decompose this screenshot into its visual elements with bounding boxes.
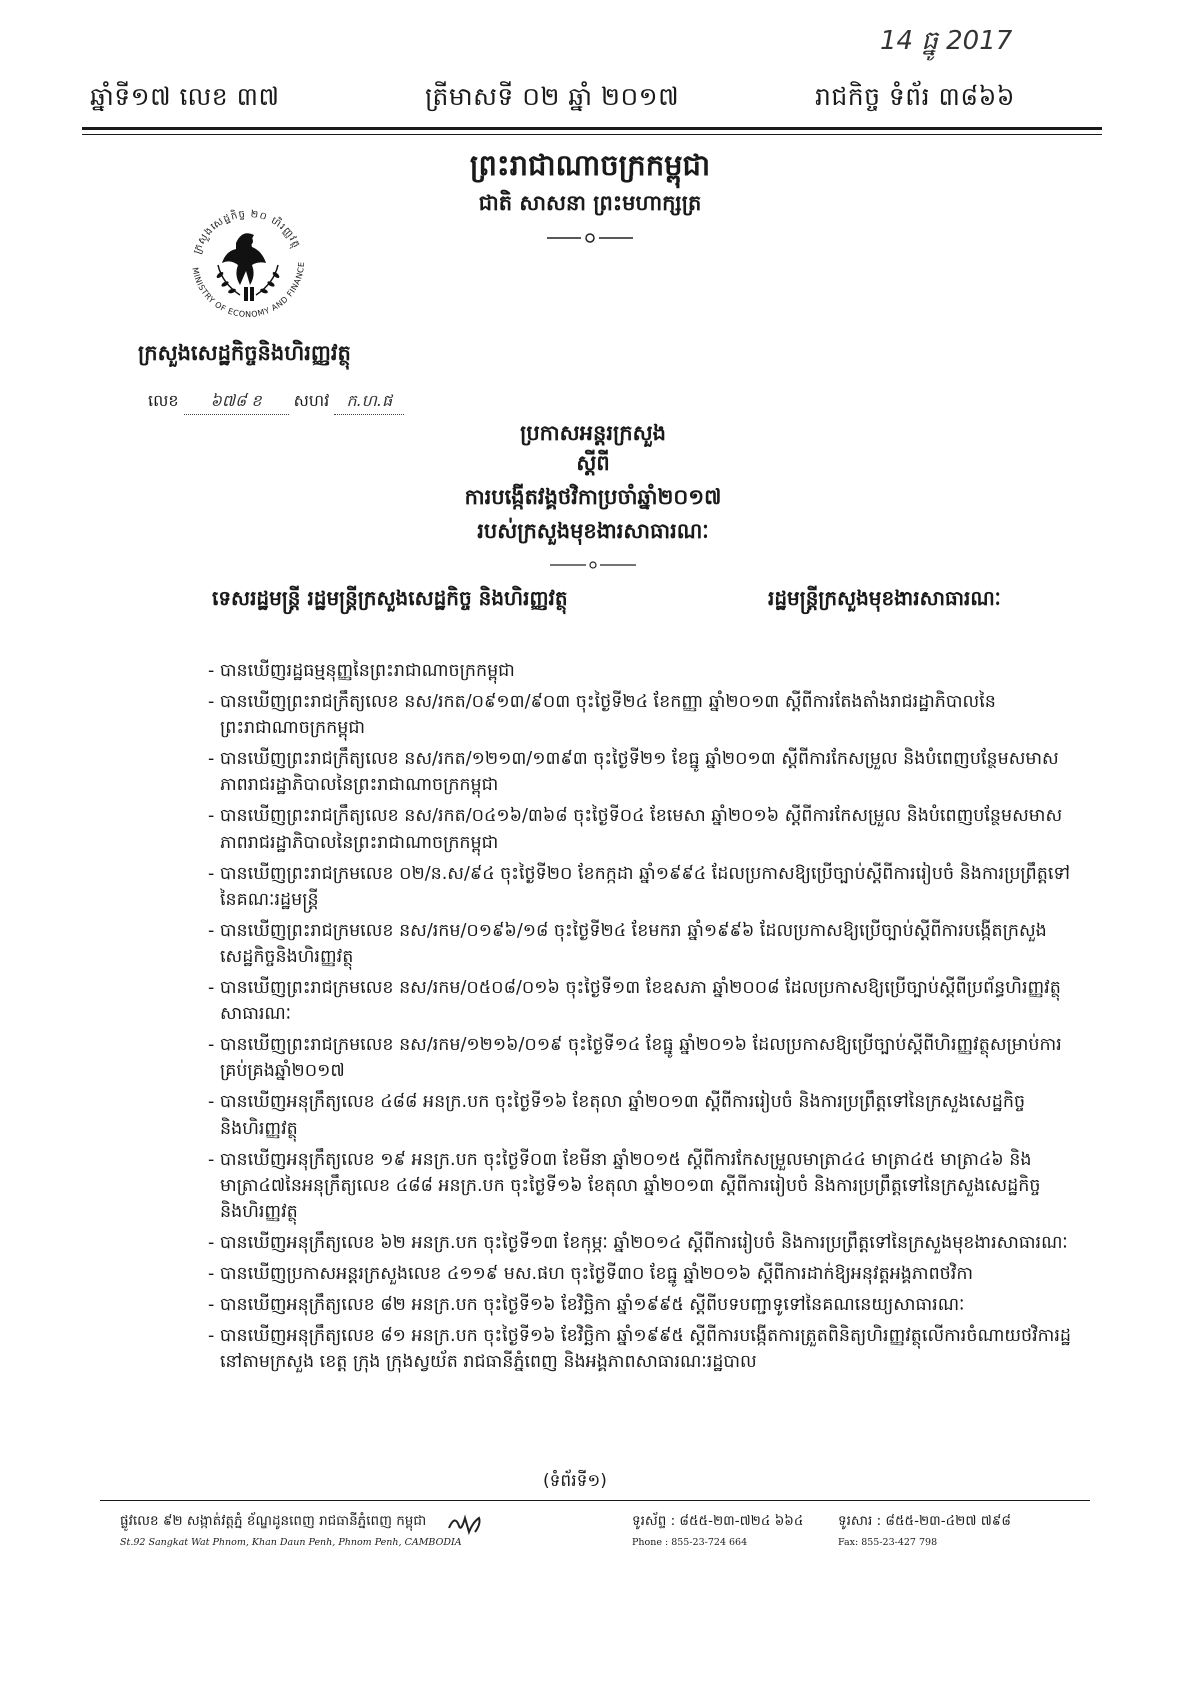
title-line-1: ប្រកាសអន្តរក្រសួង <box>520 421 666 445</box>
list-item: - បានឃើញព្រះរាជក្រមលេខ នស/រកម/១២១៦/០១៩ ចុះថ្ងៃទី១៤ ខែធ្នូ ឆ្នាំ២០១៦ ដែលប្រកាសឱ្យប្រើច្បាប់ស្តីពីហិរញ្ញវត្ថុសម្រាប់ការគ្រប់គ្រងឆ្នាំ២០១៧ <box>208 1035 1062 1082</box>
list-item: - បានឃើញព្រះរាជក្រមលេខ នស/រកម/០១៩៦/១៨ ចុះថ្ងៃទី២៤ ខែមករា ឆ្នាំ១៩៩៦ ដែលប្រកាសឱ្យប្រើច្បាប់ស្តីពីការបង្កើតក្រសួងសេដ្ឋកិច្ចនិងហិរញ្ញវត្ថុ <box>208 920 1047 967</box>
reference-number-label: លេខ <box>148 391 179 410</box>
gazette-page-ref: រាជកិច្ច ទំព័រ ៣៨៦៦ <box>815 82 1016 111</box>
reference-line <box>148 390 413 415</box>
ministry-seal-emblem <box>178 195 318 335</box>
motto-ornament <box>545 232 635 244</box>
footer-address-km: ផ្លូវលេខ ៩២ សង្កាត់វត្តភ្នំ ខ័ណ្ឌដូនពេញ រាជធានីភ្នំពេញ កម្ពុជា <box>120 1513 427 1529</box>
national-motto: ជាតិ សាសនា ព្រះមហាក្សត្រ <box>478 191 702 215</box>
list-item: - បានឃើញអនុក្រឹត្យលេខ ១៩ អនក្រ.បក ចុះថ្ងៃទី០៣ ខែមីនា ឆ្នាំ២០១៥ ស្តីពីការកែសម្រួលមាត្រា៤៤ មាត្រា៤៥ មាត្រា៤៦ និងមាត្រា៤៧នៃអនុក្រឹត្យលេខ ៤៨៨ អនក្រ.បក ចុះថ្ងៃទី១៦ ខែតុលា ឆ្នាំ២០១៣ ស្តីពីការរៀបចំ និងការប្រព្រឹត្តទៅនៃក្រសួងសេដ្ឋកិច្ចនិងហិរញ្ញវត្ថុ <box>208 1149 1041 1222</box>
list-item: - បានឃើញប្រកាសអន្តរក្រសួងលេខ ៤១១៩ មស.ផហ ចុះថ្ងៃទី៣០ ខែធ្នូ ឆ្នាំ២០១៦ ស្តីពីការដាក់ឱ្យអនុវត្តអង្គភាពថវិកា <box>208 1263 974 1284</box>
lead-signatory-right: រដ្ឋមន្ត្រីក្រសួងមុខងារសាធារណៈ <box>768 586 1001 610</box>
reference-list <box>208 658 1078 1380</box>
list-item: - បានឃើញរដ្ឋធម្មនុញ្ញនៃព្រះរាជាណាចក្រកម្ពុជា <box>208 661 515 681</box>
header-rule-thin <box>82 134 1102 135</box>
list-item: - បានឃើញព្រះរាជក្រឹត្យលេខ នស/រកត/០៩១៣/៩០៣ ចុះថ្ងៃទី២៤ ខែកញ្ញា ឆ្នាំ២០១៣ ស្តីពីការតែងតាំងរាជរដ្ឋាភិបាលនៃព្រះរាជាណាចក្រកម្ពុជា <box>208 692 996 739</box>
footer-fax-km: ទូរសារ : ៨៥៥-២៣-៤២៧ ៧៩៨ <box>838 1513 1011 1529</box>
header-rule-thick <box>82 127 1102 130</box>
footer-address-en: St.92 Sangkat Wat Phnom, Khan Daun Penh, Phnom Penh, CAMBODIA <box>120 1537 462 1548</box>
reference-signed-value: ក.ហ.ផ <box>334 390 404 415</box>
footer-phone-km: ទូរស័ព្ទ : ៨៥៥-២៣-៧២៤ ៦៦៤ <box>632 1513 804 1529</box>
reference-signed-label: សហវ <box>293 391 330 410</box>
title-line-3: ការបង្កើតវង្គថវិកាប្រចាំឆ្នាំ២០១៧ <box>464 485 722 509</box>
handwritten-date: 14 ធ្នូ 2017 <box>880 26 1013 56</box>
list-item: - បានឃើញព្រះរាជក្រឹត្យលេខ នស/រកត/០៤១៦/៣៦៨ ចុះថ្ងៃទី០៤ ខែមេសា ឆ្នាំ២០១៦ ស្តីពីការកែសម្រួល និងបំពេញបន្ថែមសមាសភាពរាជរដ្ឋាភិបាលនៃព្រះរាជាណាចក្រកម្ពុជា <box>208 806 1063 853</box>
list-item: - បានឃើញអនុក្រឹត្យលេខ ៨២ អនក្រ.បក ចុះថ្ងៃទី១៦ ខែវិច្ឆិកា ឆ្នាំ១៩៩៥ ស្តីពីបទបញ្ជាទូទៅនៃគណនេយ្យសាធារណៈ <box>208 1295 965 1316</box>
initials-signature <box>445 1508 491 1536</box>
list-item: - បានឃើញព្រះរាជក្រឹត្យលេខ នស/រកត/១២១៣/១៣៩៣ ចុះថ្ងៃទី២១ ខែធ្នូ ឆ្នាំ២០១៣ ស្តីពីការកែសម្រួល និងបំពេញបន្ថែមសមាសភាពរាជរដ្ឋាភិបាលនៃព្រះរាជាណាចក្រកម្ពុជា <box>208 749 1059 796</box>
footer-rule <box>100 1500 1090 1501</box>
svg-text:MINISTRY OF ECONOMY AND FINANC: MINISTRY OF ECONOMY AND FINANCE <box>190 261 307 320</box>
footer-phone-en: Phone : 855-23-724 664 <box>632 1537 748 1548</box>
gazette-quarter: ត្រីមាសទី ០២ ឆ្នាំ ២០១៧ <box>425 82 680 111</box>
list-item: - បានឃើញព្រះរាជក្រមលេខ ០២/ន.ស/៩៤ ចុះថ្ងៃទី២០ ខែកក្កដា ឆ្នាំ១៩៩៤ ដែលប្រកាសឱ្យប្រើច្បាប់ស្តីពីការរៀបចំ និងការប្រព្រឹត្តទៅនៃគណៈរដ្ឋមន្ត្រី <box>208 863 1071 910</box>
gazette-year-number: ឆ្នាំទី១៧ លេខ ៣៧ <box>90 82 280 111</box>
kingdom-title: ព្រះរាជាណាចក្រកម្ពុជា <box>469 148 711 182</box>
page-number: (ទំព័រទី១) <box>543 1471 607 1491</box>
title-ornament <box>548 560 638 570</box>
list-item: - បានឃើញព្រះរាជក្រមលេខ នស/រកម/០៥០៨/០១៦ ចុះថ្ងៃទី១៣ ខែឧសភា ឆ្នាំ២០០៨ ដែលប្រកាសឱ្យប្រើច្បាប់ស្តីពីប្រព័ន្ធហិរញ្ញវត្ថុសាធារណៈ <box>208 978 1061 1025</box>
footer-fax-en: Fax: 855-23-427 798 <box>838 1537 938 1548</box>
title-line-4: របស់ក្រសួងមុខងារសាធារណៈ <box>477 519 709 543</box>
title-line-2: ស្តីពី <box>576 451 610 475</box>
list-item: - បានឃើញអនុក្រឹត្យលេខ ៤៨៨ អនក្រ.បក ចុះថ្ងៃទី១៦ ខែតុលា ឆ្នាំ២០១៣ ស្តីពីការរៀបចំ និងការប្រព្រឹត្តទៅនៃក្រសួងសេដ្ឋកិច្ចនិងហិរញ្ញវត្ថុ <box>208 1092 1026 1139</box>
list-item: - បានឃើញអនុក្រឹត្យលេខ ៨១ អនក្រ.បក ចុះថ្ងៃទី១៦ ខែវិច្ឆិកា ឆ្នាំ១៩៩៥ ស្តីពីការបង្កើតការត្រួតពិនិត្យហិរញ្ញវត្ថុលើការចំណាយថវិការដ្ឋ នៅតាមក្រសួង ខេត្ត ក្រុង ក្រុងស្វយ័ត រាជធានីភ្នំពេញ និងអង្គភាពសាធារណៈរដ្ឋបាល <box>208 1326 1072 1373</box>
lead-signatory-left: ទេសរដ្ឋមន្ត្រី រដ្ឋមន្ត្រីក្រសួងសេដ្ឋកិច្ច និងហិរញ្ញវត្ថុ <box>212 586 568 610</box>
svg-text:ក្រសួងសេដ្ឋកិច្ច ២០ ហិរញ្ញវត្ថ: ក្រសួងសេដ្ឋកិច្ច ២០ ហិរញ្ញវត្ថុ <box>191 208 303 256</box>
reference-number-value: ៦៧៨ ខ <box>184 390 289 415</box>
ministry-name: ក្រសួងសេដ្ឋកិច្ចនិងហិរញ្ញវត្ថុ <box>138 341 351 365</box>
list-item: - បានឃើញអនុក្រឹត្យលេខ ៦២ អនក្រ.បក ចុះថ្ងៃទី១៣ ខែកុម្ភៈ ឆ្នាំ២០១៤ ស្តីពីការរៀបចំ និងការប្រព្រឹត្តទៅនៃក្រសួងមុខងារសាធារណៈ <box>208 1232 1068 1253</box>
